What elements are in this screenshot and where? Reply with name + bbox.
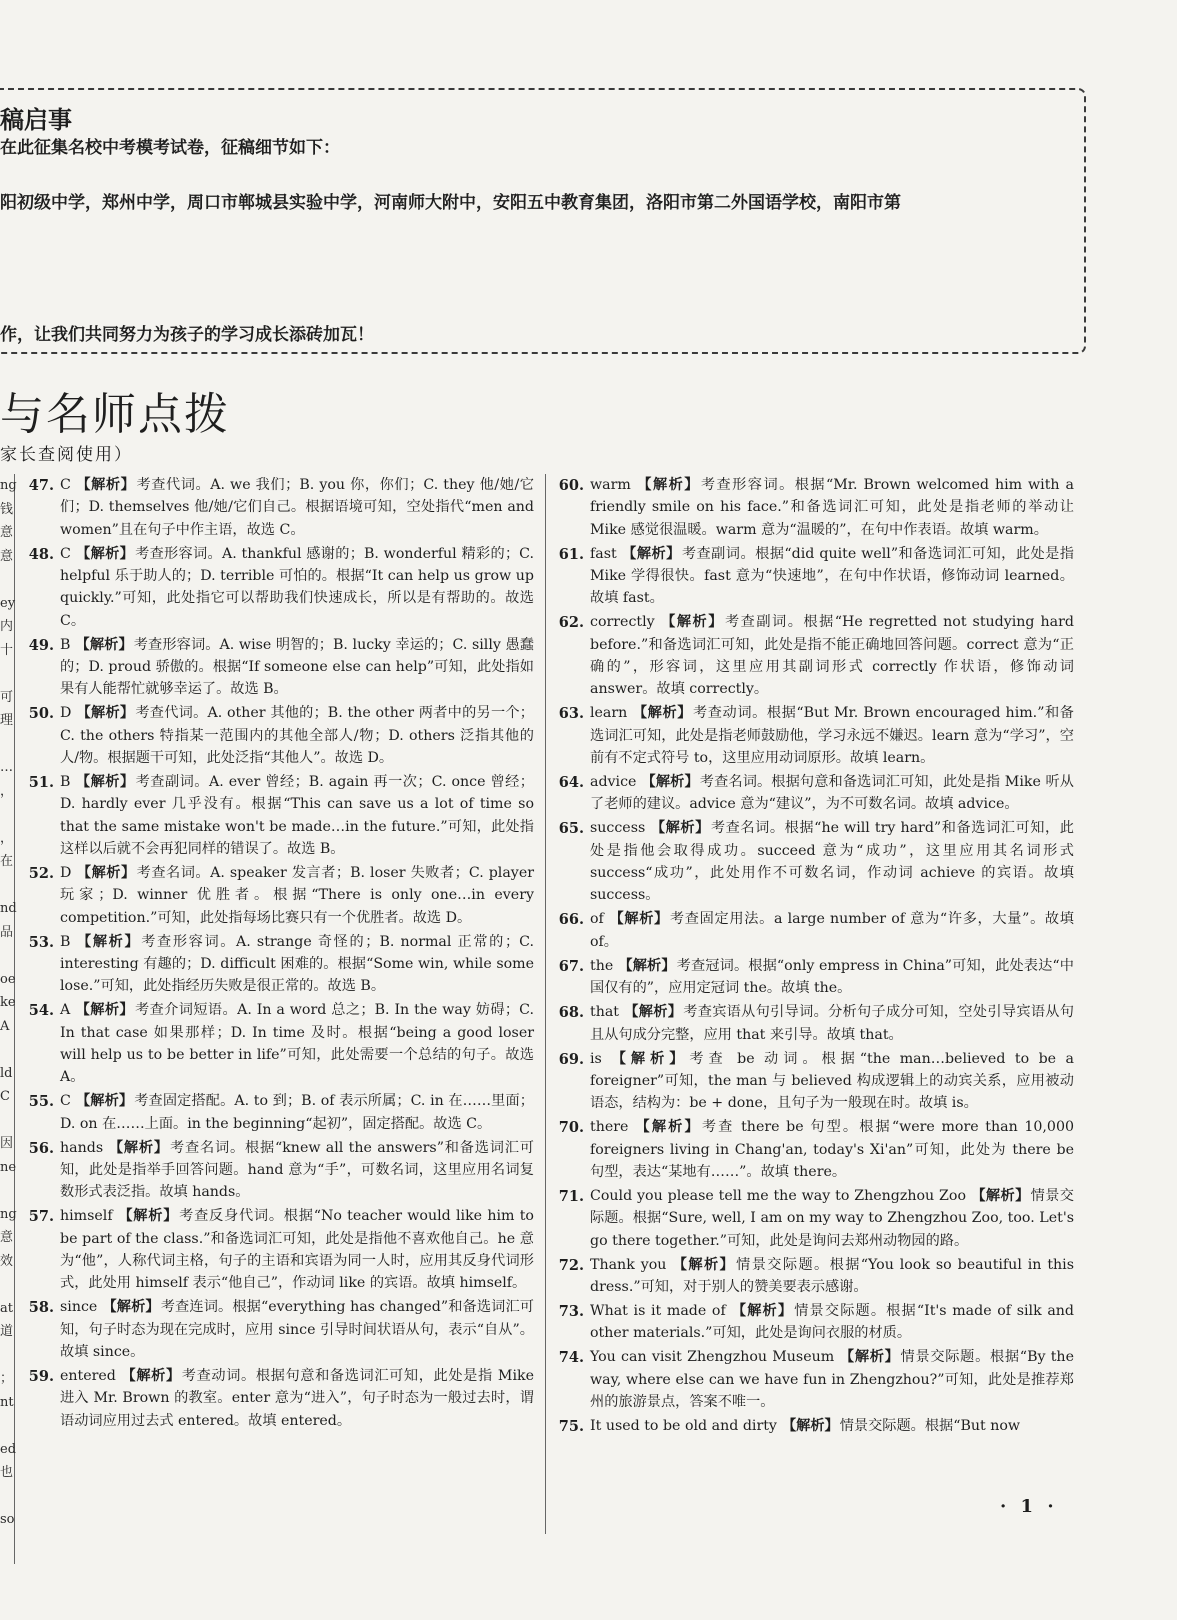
margin-fragment: C <box>0 1089 10 1104</box>
analysis-text: 考查宾语从句引导词。分析句子成分可知，空处引导宾语从句且从句成分完整，应用 that 来引导。故填 that。 <box>590 1004 1074 1043</box>
analysis-tag: 【解析】 <box>632 705 692 722</box>
margin-fragment: 在 <box>0 854 14 869</box>
answer-body <box>60 1090 534 1135</box>
answer-body <box>590 543 1074 610</box>
answer-key: since <box>60 1299 98 1316</box>
answer-body <box>590 1048 1074 1115</box>
answer-key: What is it made of <box>590 1303 726 1320</box>
answer-entry <box>26 1365 534 1432</box>
analysis-text: 考查 there be 句型。根据“were more than 10,000 foreigners living in Chang'an, today's Xi'an”可知，此处为 there be 句型，表达“某地有……”。故填 there。 <box>590 1119 1074 1180</box>
analysis-tag: 【解析】 <box>839 1349 900 1366</box>
analysis-tag: 【解析】 <box>120 1368 181 1385</box>
analysis-text: 考查名词。根据句意和备选词汇可知，此处是指 Mike 听从了老师的建议。advice 意为“建议”，为不可数名词。故填 advice。 <box>590 774 1074 813</box>
answer-key: advice <box>590 774 637 791</box>
margin-fragment: nd <box>0 901 17 916</box>
answer-body <box>590 1001 1074 1046</box>
answer-body <box>60 1296 534 1363</box>
section-subtitle: 家长查阅使用） <box>0 445 133 465</box>
margin-fragment: ， <box>0 783 14 799</box>
answer-body <box>590 1185 1074 1252</box>
answer-key: warm <box>590 477 631 493</box>
answer-key: B <box>60 636 71 653</box>
margin-fragment <box>0 1344 14 1368</box>
margin-fragment <box>0 568 14 592</box>
analysis-text: 考查形容词。A. wise 明智的；B. lucky 幸运的；C. silly 愚蠢的；D. proud 骄傲的。根据“If someone else can help”可知，此处指如果有人能帮忙就够幸运了。故选 B。 <box>60 636 534 698</box>
analysis-tag: 【解析】 <box>608 911 669 928</box>
analysis-tag: 【解析】 <box>730 1303 794 1320</box>
analysis-tag: 【解析】 <box>624 1004 683 1021</box>
question-number: 65. <box>558 820 584 838</box>
analysis-tag: 【解析】 <box>76 865 136 882</box>
answer-key: the <box>590 957 614 974</box>
margin-fragment: 也 <box>0 1465 14 1480</box>
margin-fragment <box>0 1414 14 1438</box>
question-number: 70. <box>558 1119 584 1137</box>
answer-key: Could you please tell me the way to Zhengzhou Zoo <box>590 1187 966 1204</box>
answer-body <box>590 1254 1074 1299</box>
margin-fragment: A <box>0 1018 10 1034</box>
analysis-text: 考查名词。根据“knew all the answers”和备选词汇可知，此处是指举手回答问题。hand 意为“手”，可数名词，这里应用名词复数形式表泛指。故填 hands。 <box>60 1139 534 1201</box>
question-number: 74. <box>558 1349 584 1367</box>
analysis-text: 考查固定用法。a large number of 意为“许多，大量”。故填 of。 <box>590 911 1074 950</box>
analysis-tag: 【解析】 <box>75 1002 134 1019</box>
margin-fragment: oe <box>0 971 16 987</box>
answer-entry <box>556 543 1074 610</box>
notice-closing: 作，让我们共同努力为孩子的学习成长添砖加瓦！ <box>0 325 374 345</box>
answer-key: correctly <box>590 614 655 631</box>
margin-fragment <box>0 1273 14 1297</box>
answer-body <box>60 931 534 998</box>
question-number: 54. <box>28 1002 54 1020</box>
margin-fragment: nt <box>0 1394 14 1410</box>
question-number: 58. <box>28 1299 54 1317</box>
answer-body <box>60 771 534 860</box>
answer-body <box>590 1300 1074 1345</box>
answer-entry <box>556 1300 1074 1345</box>
margin-fragment <box>0 803 14 827</box>
column-divider <box>545 474 546 1534</box>
question-number: 64. <box>558 774 584 792</box>
margin-fragment: 十 <box>0 642 14 658</box>
analysis-tag: 【解析】 <box>75 933 141 950</box>
answer-entry <box>556 1185 1074 1252</box>
answer-key: is <box>590 1050 602 1067</box>
analysis-text: 考查动词。根据“But Mr. Brown encouraged him.”和备选词汇可知，此处是指老师鼓励他，学习永远不嫌迟。learn 意为“学习”，空前有不定式符号 to，这里应用动词原形。故填 learn。 <box>590 705 1074 766</box>
answer-body <box>60 702 534 769</box>
analysis-tag: 【解析】 <box>108 1139 169 1156</box>
question-number: 50. <box>28 705 54 723</box>
answer-entry <box>26 1090 534 1135</box>
margin-fragment <box>0 1179 14 1203</box>
answer-body <box>590 702 1074 769</box>
answer-body <box>60 862 534 929</box>
left-margin-fragments <box>0 474 15 1564</box>
answer-key: success <box>590 820 646 837</box>
analysis-text: 考查 be 动词。根据“the man…believed to be a foreigner”可知，the man 与 believed 构成逻辑上的动宾关系，应用被动语态，结构为：be + done，且句子为一般现在时。故填 is。 <box>590 1050 1074 1112</box>
question-number: 71. <box>558 1187 584 1205</box>
answer-key: B <box>60 774 71 791</box>
answer-entry <box>26 634 534 701</box>
answer-body <box>590 611 1074 700</box>
margin-fragment: 意 <box>0 525 14 540</box>
answer-body <box>590 474 1074 541</box>
analysis-text: 考查冠词。根据“only empress in China”可知，此处表达“中国仅有的”，应用定冠词 the。故填 the。 <box>590 957 1074 997</box>
answer-key: It used to be old and dirty <box>590 1418 777 1435</box>
answer-entry <box>26 1205 534 1294</box>
margin-fragment <box>0 662 14 686</box>
answer-entry <box>556 611 1074 700</box>
answer-entry <box>556 955 1074 1000</box>
margin-fragment <box>0 1109 14 1133</box>
analysis-text: 情景交际题。根据“It's made of silk and other materials.”可知，此处是询问衣服的材质。 <box>590 1303 1074 1342</box>
answer-entry <box>26 1137 534 1204</box>
notice-schools: 阳初级中学，郑州中学，周口市郸城县实验中学，河南师大附中，安阳五中教育集团，洛阳市第二外国语学校，南阳市第 <box>0 193 901 213</box>
analysis-text: 考查名词。根据“he will try hard”和备选词汇可知，此处是指他会取得成功。succeed 意为“成功”，这里应用其名词形式 success“成功”，此处用作不可数名词，作动词 achieve 的宾语。故填 success。 <box>590 820 1074 904</box>
answer-entry <box>556 1415 1074 1438</box>
margin-fragment: 效 <box>0 1253 14 1269</box>
answer-body <box>590 1346 1074 1413</box>
notice-title: 稿启事 <box>0 105 72 134</box>
answer-body <box>590 955 1074 1000</box>
analysis-text: 情景交际题。根据“Sure, well, I am on my way to Zhengzhou Zoo, too. Let's go there together.”可知，此处是询问去郑州动物园的路。 <box>590 1187 1074 1249</box>
analysis-text: 考查介词短语。A. In a word 总之；B. In the way 妨碍；C. In that case 如果那样；D. In time 及时。根据“being a good loser will help us to be better in life”可知，此处需要一个总结的句子。故选 A。 <box>60 1002 534 1086</box>
answer-entry <box>26 931 534 998</box>
margin-fragment: 理 <box>0 713 14 728</box>
margin-fragment: ey <box>0 595 16 611</box>
answer-body <box>60 543 534 632</box>
notice-box <box>0 88 1086 354</box>
answer-key: there <box>590 1119 629 1136</box>
answer-body <box>590 908 1074 953</box>
answer-entry <box>556 1346 1074 1413</box>
margin-fragment <box>0 1038 14 1062</box>
analysis-tag: 【解析】 <box>635 477 700 493</box>
answer-body <box>590 1415 1074 1438</box>
analysis-text: 考查副词。根据“He regretted not studying hard before.”和备选词汇可知，此处是指不能正确地回答问题。correct 意为“正确的”，形容词，这里应用其副词形式 correctly 作状语，修饰动词 answer。故填 correctly。 <box>590 614 1074 698</box>
notice-intro: 在此征集名校中考模考试卷，征稿细节如下： <box>0 138 340 158</box>
question-number: 75. <box>558 1418 584 1436</box>
question-number: 60. <box>558 477 584 494</box>
answer-key: Thank you <box>590 1256 667 1273</box>
answer-entry <box>26 999 534 1088</box>
analysis-tag: 【解析】 <box>75 545 135 562</box>
answer-key: C <box>60 545 71 562</box>
margin-fragment: ke <box>0 995 16 1010</box>
answer-entry <box>556 771 1074 816</box>
analysis-text: 考查代词。A. we 我们；B. you 你，你们；C. they 他/她/它们；D. themselves 他/她/它们自己。根据语境可知，空处指代“men and women”且在句子中作主语，故选 C。 <box>60 477 534 538</box>
answer-entry <box>556 817 1074 906</box>
margin-fragment: 钱 <box>0 501 14 517</box>
margin-fragment: 可 <box>0 689 14 705</box>
question-number: 63. <box>558 705 584 723</box>
margin-fragment <box>0 1532 14 1556</box>
margin-fragment: 内 <box>0 619 14 634</box>
analysis-text: 考查动词。根据句意和备选词汇可知，此处是指 Mike 进入 Mr. Brown 的教室。enter 意为“进入”，句子时态为一般过去时，谓语动词应用过去式 entered。故填 entered。 <box>60 1368 534 1429</box>
answer-body <box>60 634 534 701</box>
answer-body <box>60 1137 534 1204</box>
answer-entry <box>26 543 534 632</box>
analysis-text: 情景交际题。根据“By the way, where else can we have fun in Zhengzhou?”可知，此处是推荐郑州的旅游景点，答案不唯一。 <box>590 1349 1074 1411</box>
margin-fragment: ng <box>0 1206 17 1222</box>
answer-body <box>60 1365 534 1432</box>
margin-fragment <box>0 944 14 968</box>
analysis-tag: 【解析】 <box>606 1050 689 1067</box>
answer-entry <box>556 1254 1074 1299</box>
analysis-tag: 【解析】 <box>621 545 681 562</box>
answer-entry <box>26 862 534 929</box>
answer-entry <box>26 474 534 541</box>
answer-entry <box>556 1116 1074 1183</box>
analysis-text: 情景交际题。根据“You look so beautiful in this dress.”可知，对于别人的赞美要表示感谢。 <box>590 1256 1074 1295</box>
answer-body <box>60 1205 534 1294</box>
analysis-text: 考查反身代词。根据“No teacher would like him to be part of the class.”和备选词汇可知，此处是指他不喜欢他自己。he 意为“他”，人称代词主格，句子的主语和宾语为同一人时，应用其反身代词形式，此处用 himself 表示“他自己”，作动词 like 的宾语。故填 himself。 <box>60 1208 534 1292</box>
analysis-tag: 【解析】 <box>76 705 135 722</box>
margin-fragment: ， <box>0 830 14 846</box>
analysis-text: 考查副词。根据“did quite well”和备选词汇可知，此处是指 Mike 学得很快。fast 意为“快速地”，在句中作状语，修饰动词 learned。故填 fast。 <box>590 545 1074 607</box>
margin-fragment: ； <box>0 1371 14 1386</box>
answer-body <box>60 474 534 541</box>
analysis-tag: 【解析】 <box>75 1093 134 1110</box>
margin-fragment <box>0 1485 14 1509</box>
analysis-tag: 【解析】 <box>659 614 724 631</box>
answer-key: B <box>60 933 71 950</box>
analysis-tag: 【解析】 <box>633 1119 701 1136</box>
answer-body <box>590 817 1074 906</box>
answer-key: hands <box>60 1139 104 1156</box>
question-number: 48. <box>28 545 54 563</box>
analysis-tag: 【解析】 <box>102 1299 160 1316</box>
answer-column-left <box>26 474 534 1434</box>
question-number: 69. <box>558 1050 584 1068</box>
answer-key: that <box>590 1004 619 1021</box>
answer-key: learn <box>590 705 628 722</box>
question-number: 55. <box>28 1093 54 1111</box>
margin-fragment: ng <box>0 478 17 493</box>
analysis-tag: 【解析】 <box>117 1208 179 1225</box>
margin-fragment: so <box>0 1512 15 1527</box>
analysis-text: 考查代词。A. other 其他的；B. the other 两者中的另一个；C. the others 特指某一范围内的其他全部人/物；D. others 泛指其他的人/物。根据题干可知，此处泛指“其他人”。故选 D。 <box>60 705 534 766</box>
answer-body <box>590 1116 1074 1183</box>
question-number: 52. <box>28 865 54 883</box>
margin-fragment: 意 <box>0 1230 14 1245</box>
question-number: 49. <box>28 636 54 654</box>
answer-key: D <box>60 865 72 882</box>
answer-entry <box>26 1296 534 1363</box>
question-number: 68. <box>558 1004 584 1022</box>
analysis-tag: 【解析】 <box>671 1256 736 1273</box>
answer-key: himself <box>60 1208 113 1225</box>
answer-entry <box>556 1048 1074 1115</box>
margin-fragment: 品 <box>0 924 14 940</box>
margin-fragment: 道 <box>0 1324 14 1339</box>
answer-key: C <box>60 1093 71 1110</box>
question-number: 73. <box>558 1303 584 1321</box>
margin-fragment: at <box>0 1300 13 1316</box>
answer-entry <box>26 702 534 769</box>
question-number: 66. <box>558 911 584 929</box>
question-number: 47. <box>28 477 54 494</box>
answer-entry <box>556 908 1074 953</box>
question-number: 51. <box>28 774 54 792</box>
margin-fragment <box>0 874 14 898</box>
margin-fragment: … <box>0 760 13 775</box>
question-number: 56. <box>28 1139 54 1157</box>
analysis-tag: 【解析】 <box>970 1187 1030 1204</box>
margin-fragment: 因 <box>0 1136 14 1151</box>
answer-key: entered <box>60 1368 116 1385</box>
question-number: 67. <box>558 957 584 975</box>
answer-key: A <box>60 1002 71 1019</box>
answer-key: C <box>60 477 71 493</box>
answer-entry <box>556 474 1074 541</box>
answer-body <box>60 999 534 1088</box>
margin-fragment: ed <box>0 1441 17 1457</box>
section-title: 与名师点拨 <box>0 389 230 440</box>
analysis-tag: 【解析】 <box>618 957 676 974</box>
analysis-text: 情景交际题。根据“But now <box>839 1418 1021 1435</box>
analysis-text: 考查固定搭配。A. to 到；B. of 表示所属；C. in 在……里面；D. on 在……上面。in the beginning“起初”，固定搭配。故选 C。 <box>60 1093 534 1132</box>
analysis-text: 考查形容词。根据“Mr. Brown welcomed him with a friendly smile on his face.”和备选词汇可知，此处是指老师的举动让 Mike 感觉很温暖。warm 意为“温暖的”，在句中作表语。故填 warm。 <box>590 477 1074 538</box>
question-number: 62. <box>558 614 584 632</box>
answer-key: You can visit Zhengzhou Museum <box>590 1349 835 1366</box>
question-number: 57. <box>28 1208 54 1226</box>
question-number: 61. <box>558 545 584 563</box>
analysis-tag: 【解析】 <box>75 477 136 493</box>
analysis-tag: 【解析】 <box>641 774 699 791</box>
margin-fragment: 意 <box>0 548 14 564</box>
answer-column-right <box>556 474 1074 1440</box>
answer-entry <box>26 771 534 860</box>
analysis-text: 考查副词。A. ever 曾经；B. again 再一次；C. once 曾经；D. hardly ever 几乎没有。根据“This can save us a lot of time so that the same mistake won't be made…in the future.”可知，此处指这样以后就不会再犯同样的错误了。故选 B。 <box>60 774 534 857</box>
answer-entry <box>556 702 1074 769</box>
answer-key: fast <box>590 545 617 562</box>
answer-entry <box>556 1001 1074 1046</box>
analysis-text: 考查形容词。A. strange 奇怪的；B. normal 正常的；C. interesting 有趣的；D. difficult 困难的。根据“Some win, while some lose.”可知，此处指经历失败是很正常的。故选 B。 <box>60 933 534 995</box>
question-number: 59. <box>28 1368 54 1386</box>
question-number: 72. <box>558 1256 584 1274</box>
answer-key: of <box>590 911 604 928</box>
answer-key: D <box>60 705 72 722</box>
answer-body <box>590 771 1074 816</box>
margin-fragment: ne <box>0 1159 17 1175</box>
analysis-tag: 【解析】 <box>781 1418 839 1435</box>
margin-fragment <box>0 733 14 757</box>
analysis-text: 考查形容词。A. thankful 感谢的；B. wonderful 精彩的；C. helpful 乐于助人的；D. terrible 可怕的。根据“It can help us grow up quickly.”可知，此处指它可以帮助我们快速成长，所以是有帮助的。故选 C。 <box>60 545 534 629</box>
analysis-text: 考查连词。根据“everything has changed”和备选词汇可知，句子时态为现在完成时，应用 since 引导时间状语从句，表示“自从”。故填 since。 <box>60 1299 534 1361</box>
page-number: · 1 · <box>1000 1496 1058 1517</box>
analysis-tag: 【解析】 <box>650 820 710 837</box>
analysis-tag: 【解析】 <box>75 774 135 791</box>
analysis-tag: 【解析】 <box>75 636 133 653</box>
margin-fragment: ld <box>0 1065 13 1081</box>
question-number: 53. <box>28 933 54 951</box>
analysis-text: 考查名词。A. speaker 发言者；B. loser 失败者；C. player 玩家；D. winner 优胜者。根据“There is only one…in every competition.”可知，此处指每场比赛只有一个优胜者。故选 D。 <box>60 865 534 926</box>
